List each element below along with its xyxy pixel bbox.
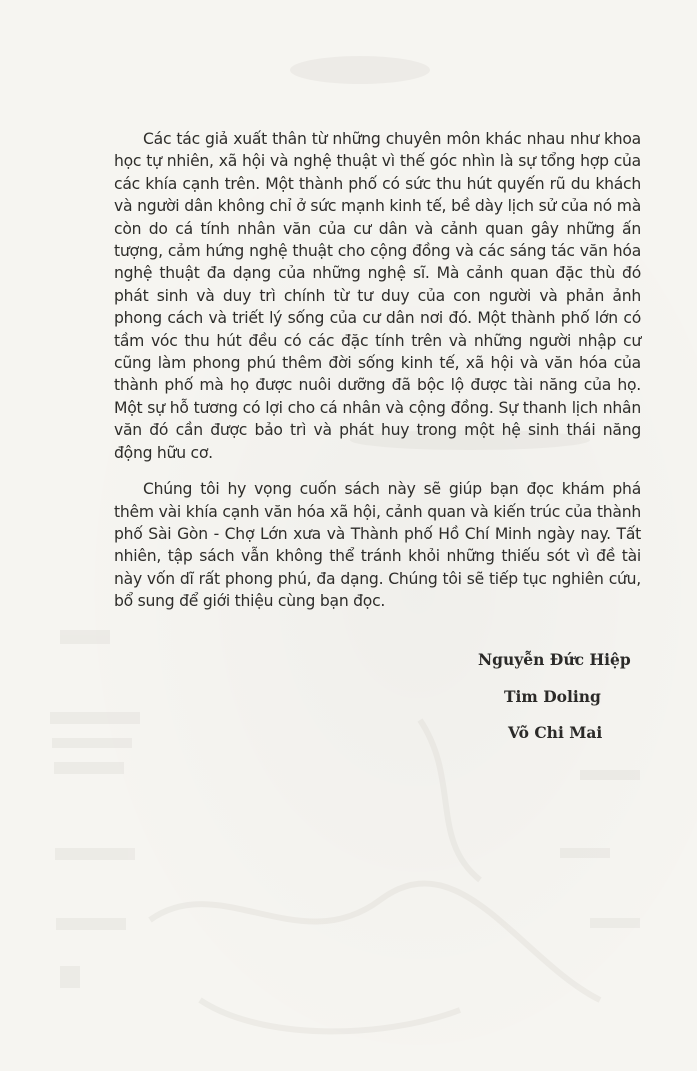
paragraph-1: Các tác giả xuất thân từ những chuyên môn khác nhau như khoa học tự nhiên, xã hội và nghệ thuật vì thế góc nhìn là sự tổng hợp của các khía cạnh trên. Một thành phố có sức thu hút quyến rũ du khách và người dân không chỉ ở sức mạnh kinh tế, bề dày lịch sử của nó mà còn do cá tính nhân văn của cư dân và cảnh quan gây những ấn tượng, cảm hứng nghệ thuật cho cộng đồng và các sáng tác văn hóa nghệ thuật đa dạng của những nghệ sĩ. Mà cảnh quan đặc thù đó phát sinh và duy trì chính từ tư duy của con người và phản ảnh phong cách và triết lý sống của cư dân nơi đó. Một thành phố lớn có tầm vóc thu hút đều có các đặc tính trên và những người nhập cư cũng làm phong phú thêm đời sống kinh tế, xã hội và văn hóa của thành phố mà họ được nuôi dưỡng đã bộc lộ được tài năng của họ. Một sự hỗ tương có lợi cho cá nhân và cộng đồng. Sự thanh lịch nhân văn đó cần được bảo trì và phát huy trong một hệ sinh thái năng động hữu cơ. bbox=[114, 130, 641, 462]
author-name: Võ Chi Mai bbox=[508, 723, 603, 742]
body-text bbox=[114, 128, 641, 627]
author-name: Nguyễn Đức Hiệp bbox=[478, 650, 631, 669]
author-name: Tim Doling bbox=[504, 687, 601, 706]
paragraph-2: Chúng tôi hy vọng cuốn sách này sẽ giúp bạn đọc khám phá thêm vài khía cạnh văn hóa xã hội, cảnh quan và kiến trúc của thành phố Sài Gòn - Chợ Lớn xưa và Thành phố Hồ Chí Minh ngày nay. Tất nhiên, tập sách vẫn không thể tránh khỏi những thiếu sót vì đề tài này vốn dĩ rất phong phú, đa dạng. Chúng tôi sẽ tiếp tục nghiên cứu, bổ sung để giới thiệu cùng bạn đọc. bbox=[114, 480, 641, 611]
